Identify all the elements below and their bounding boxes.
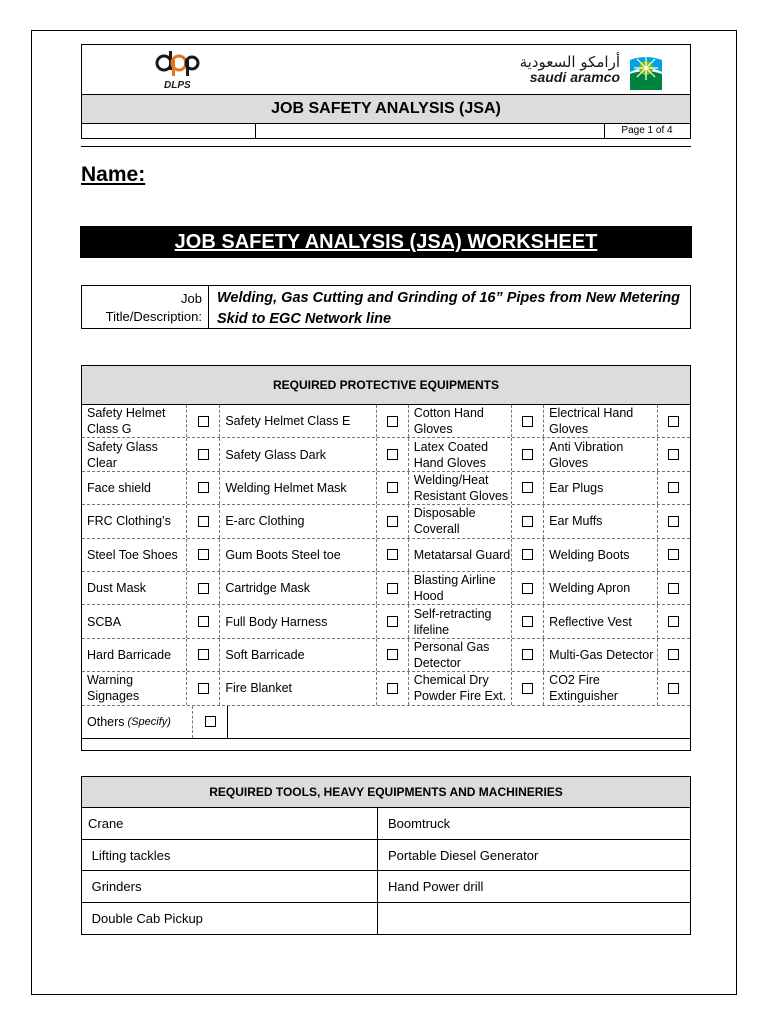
ppe-item-label: Full Body Harness: [220, 605, 376, 637]
dlps-logo-text: DLPS: [164, 80, 191, 91]
aramco-arabic-text: أرامكو السعودية: [519, 53, 620, 71]
header-title: JOB SAFETY ANALYSIS (JSA): [81, 94, 691, 124]
aramco-logo-icon: [626, 50, 666, 90]
ppe-row: [82, 605, 690, 638]
tools-row: [82, 808, 690, 840]
ppe-checkbox[interactable]: [668, 482, 679, 493]
tools-item: Grinders: [82, 871, 378, 902]
ppe-checkbox-cell: [658, 438, 690, 470]
ppe-checkbox-cell: [512, 438, 544, 470]
ppe-item-label: Welding Apron: [544, 572, 658, 604]
ppe-checkbox-cell: [377, 472, 409, 504]
ppe-others-row: [82, 706, 690, 739]
ppe-checkbox-cell: [187, 438, 220, 470]
ppe-heading: REQUIRED PROTECTIVE EQUIPMENTS: [82, 366, 690, 405]
ppe-others-specify-field[interactable]: [228, 706, 690, 738]
ppe-item-label: Hard Barricade: [82, 639, 187, 671]
ppe-item-label: Safety Helmet Class G: [82, 405, 187, 437]
ppe-item-label: Anti Vibration Gloves: [544, 438, 658, 470]
ppe-item-label: Self-retracting lifeline: [409, 605, 512, 637]
ppe-checkbox-cell: [187, 539, 220, 571]
ppe-checkbox[interactable]: [198, 649, 209, 660]
ppe-checkbox-cell: [658, 605, 690, 637]
ppe-checkbox[interactable]: [668, 416, 679, 427]
ppe-item-label: Welding Boots: [544, 539, 658, 571]
ppe-checkbox[interactable]: [387, 583, 398, 594]
ppe-item-label: Safety Glass Clear: [82, 438, 187, 470]
ppe-item-label: Reflective Vest: [544, 605, 658, 637]
ppe-item-label: Cartridge Mask: [220, 572, 376, 604]
ppe-item-label: E-arc Clothing: [220, 505, 376, 537]
job-title-value: Welding, Gas Cutting and Grinding of 16” Pipes from New Metering Skid to EGC Network line: [217, 290, 680, 327]
ppe-checkbox[interactable]: [668, 583, 679, 594]
ppe-item-label: Dust Mask: [82, 572, 187, 604]
ppe-checkbox[interactable]: [522, 449, 533, 460]
aramco-english-text: saudi aramco: [529, 69, 620, 85]
worksheet-banner: JOB SAFETY ANALYSIS (JSA) WORKSHEET: [80, 226, 692, 258]
ppe-checkbox[interactable]: [668, 616, 679, 627]
logo-bar: [81, 44, 691, 94]
ppe-checkbox[interactable]: [387, 616, 398, 627]
tools-row: [82, 840, 690, 872]
ppe-item-label: Fire Blanket: [220, 672, 376, 704]
ppe-checkbox[interactable]: [387, 549, 398, 560]
ppe-checkbox-cell: [377, 539, 409, 571]
job-title-table: [81, 285, 691, 329]
ppe-checkbox-cell: [187, 605, 220, 637]
ppe-checkbox[interactable]: [522, 616, 533, 627]
ppe-item-label: Multi-Gas Detector: [544, 639, 658, 671]
ppe-checkbox-cell: [377, 505, 409, 537]
ppe-others-label: [82, 706, 193, 738]
ppe-checkbox-cell: [512, 572, 544, 604]
ppe-checkbox[interactable]: [522, 683, 533, 694]
ppe-item-label: Ear Plugs: [544, 472, 658, 504]
ppe-checkbox[interactable]: [668, 649, 679, 660]
ppe-item-label: Steel Toe Shoes: [82, 539, 187, 571]
ppe-row: [82, 572, 690, 605]
ppe-item-label: Warning Signages: [82, 672, 187, 704]
ppe-checkbox[interactable]: [668, 449, 679, 460]
ppe-others-specify: (Specify): [127, 715, 171, 728]
ppe-checkbox-cell: [187, 505, 220, 537]
ppe-checkbox-cell: [512, 405, 544, 437]
ppe-checkbox-cell: [512, 472, 544, 504]
ppe-checkbox-cell: [512, 672, 544, 704]
ppe-checkbox[interactable]: [387, 449, 398, 460]
ppe-item-label: Welding/Heat Resistant Gloves: [409, 472, 512, 504]
ppe-checkbox[interactable]: [668, 683, 679, 694]
ppe-checkbox[interactable]: [668, 516, 679, 527]
ppe-checkbox-cell: [658, 505, 690, 537]
tools-item: Crane: [82, 808, 378, 839]
ppe-item-label: Latex Coated Hand Gloves: [409, 438, 512, 470]
tools-item: Boomtruck: [388, 816, 451, 831]
tools-row: [82, 903, 690, 935]
ppe-checkbox-cell: [512, 539, 544, 571]
ppe-others-checkbox[interactable]: [205, 716, 216, 727]
job-title-label: Job Title/Description:: [82, 286, 209, 328]
ppe-checkbox[interactable]: [387, 482, 398, 493]
ppe-checkbox-cell: [187, 572, 220, 604]
ppe-checkbox-cell: [512, 605, 544, 637]
ppe-item-label: Blasting Airline Hood: [409, 572, 512, 604]
ppe-checkbox[interactable]: [198, 482, 209, 493]
ppe-checkbox-cell: [187, 672, 220, 704]
ppe-item-label: Personal Gas Detector: [409, 639, 512, 671]
tools-table: [81, 776, 691, 935]
ppe-checkbox[interactable]: [522, 516, 533, 527]
ppe-checkbox[interactable]: [387, 516, 398, 527]
ppe-item-label: Soft Barricade: [220, 639, 376, 671]
name-label: Name:: [81, 163, 146, 186]
ppe-checkbox[interactable]: [522, 549, 533, 560]
ppe-others-text: Others: [87, 714, 125, 729]
ppe-checkbox-cell: [512, 639, 544, 671]
ppe-item-label: SCBA: [82, 605, 187, 637]
ppe-row: [82, 639, 690, 672]
header-divider: [81, 146, 691, 147]
ppe-row: [82, 405, 690, 438]
ppe-item-label: Safety Helmet Class E: [220, 405, 376, 437]
ppe-checkbox-cell: [658, 672, 690, 704]
tools-item: Portable Diesel Generator: [388, 847, 539, 863]
ppe-checkbox[interactable]: [522, 416, 533, 427]
ppe-item-label: FRC Clothing’s: [82, 505, 187, 537]
ppe-row: [82, 438, 690, 471]
dlps-logo: [154, 49, 200, 91]
ppe-checkbox-cell: [377, 672, 409, 704]
ppe-table: [81, 365, 691, 751]
ppe-checkbox[interactable]: [387, 683, 398, 694]
document-header: [81, 44, 691, 139]
ppe-item-label: Ear Muffs: [544, 505, 658, 537]
aramco-wordmark: [520, 53, 620, 85]
ppe-checkbox[interactable]: [198, 549, 209, 560]
ppe-item-label: Disposable Coverall: [409, 505, 512, 537]
ppe-row: [82, 539, 690, 572]
ppe-checkbox-cell: [658, 405, 690, 437]
ppe-checkbox-cell: [377, 572, 409, 604]
ppe-checkbox-cell: [187, 639, 220, 671]
ppe-item-label: Gum Boots Steel toe: [220, 539, 376, 571]
ppe-checkbox[interactable]: [522, 482, 533, 493]
ppe-checkbox-cell: [377, 405, 409, 437]
ppe-checkbox[interactable]: [522, 583, 533, 594]
ppe-checkbox[interactable]: [522, 649, 533, 660]
tools-item: Lifting tackles: [82, 840, 378, 871]
tools-item: [378, 903, 690, 935]
ppe-checkbox-cell: [187, 405, 220, 437]
page-number: Page 1 of 4: [621, 125, 673, 136]
tools-row: [82, 871, 690, 903]
ppe-checkbox-cell: [377, 438, 409, 470]
ppe-item-label: CO2 Fire Extinguisher: [544, 672, 658, 704]
tools-item: Hand Power drill: [388, 879, 484, 894]
ppe-item-label: Electrical Hand Gloves: [544, 405, 658, 437]
ppe-checkbox-cell: [658, 639, 690, 671]
ppe-checkbox[interactable]: [198, 683, 209, 694]
ppe-item-label: Welding Helmet Mask: [220, 472, 376, 504]
ppe-item-label: Cotton Hand Gloves: [409, 405, 512, 437]
ppe-checkbox[interactable]: [198, 449, 209, 460]
ppe-checkbox-cell: [377, 605, 409, 637]
ppe-row: [82, 505, 690, 538]
ppe-checkbox[interactable]: [198, 416, 209, 427]
ppe-checkbox[interactable]: [198, 616, 209, 627]
ppe-row: [82, 472, 690, 505]
ppe-checkbox[interactable]: [387, 649, 398, 660]
ppe-item-label: Metatarsal Guard: [409, 539, 512, 571]
ppe-checkbox-cell: [658, 572, 690, 604]
ppe-item-label: Chemical Dry Powder Fire Ext.: [409, 672, 512, 704]
ppe-checkbox[interactable]: [387, 416, 398, 427]
ppe-item-label: Face shield: [82, 472, 187, 504]
ppe-item-label: Safety Glass Dark: [220, 438, 376, 470]
ppe-checkbox-cell: [512, 505, 544, 537]
header-meta-row: [81, 124, 691, 139]
tools-item: Double Cab Pickup: [82, 903, 378, 935]
ppe-row: [82, 672, 690, 705]
tools-heading: REQUIRED TOOLS, HEAVY EQUIPMENTS AND MACHINERIES: [82, 777, 690, 808]
ppe-others-checkbox-cell: [193, 706, 228, 738]
ppe-checkbox[interactable]: [198, 516, 209, 527]
ppe-checkbox-cell: [658, 539, 690, 571]
ppe-checkbox-cell: [187, 472, 220, 504]
ppe-checkbox-cell: [658, 472, 690, 504]
ppe-checkbox[interactable]: [668, 549, 679, 560]
ppe-checkbox[interactable]: [198, 583, 209, 594]
ppe-checkbox-cell: [377, 639, 409, 671]
